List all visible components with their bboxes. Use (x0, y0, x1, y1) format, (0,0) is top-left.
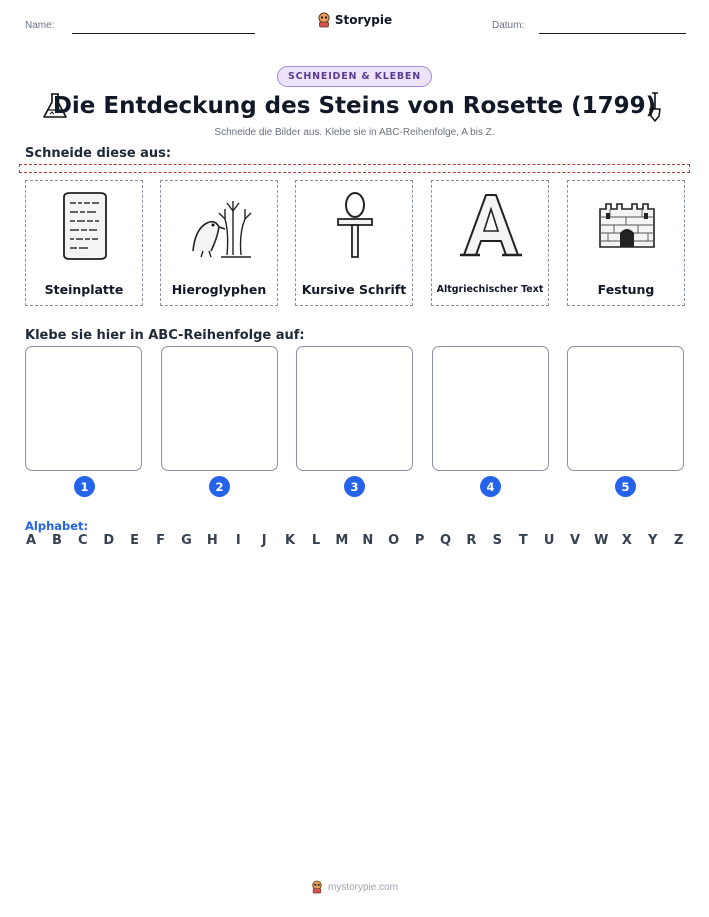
stone-tablet-icon (50, 189, 120, 261)
alphabet-letter: H (206, 533, 218, 548)
date-line[interactable] (539, 33, 686, 34)
cut-line-strip (19, 164, 690, 173)
name-line[interactable] (72, 33, 255, 34)
alphabet-letter: W (593, 533, 609, 548)
cut-card-festung[interactable] (567, 180, 685, 306)
cut-card-hieroglyphen[interactable] (160, 180, 278, 306)
paste-box-4[interactable] (432, 346, 549, 471)
paste-box-3[interactable] (296, 346, 413, 471)
alphabet-letter: N (362, 533, 374, 548)
alphabet-row (24, 533, 686, 548)
name-label: Name: (25, 20, 55, 31)
alphabet-letter: R (466, 533, 477, 548)
alphabet-letter: S (492, 533, 502, 548)
slot-number-2: 2 (209, 476, 230, 497)
brand-name: Storypie (334, 13, 393, 27)
alphabet-letter: I (235, 533, 241, 548)
cut-card-kursive-schrift[interactable] (295, 180, 413, 306)
brand-logo (0, 12, 709, 28)
alphabet-letter: U (543, 533, 555, 548)
slot-number-1: 1 (74, 476, 95, 497)
alphabet-letter: M (335, 533, 349, 548)
alphabet-letter: A (25, 533, 37, 548)
alphabet-letter: F (156, 533, 165, 548)
cut-card-altgriechischer-text[interactable] (431, 180, 549, 306)
alphabet-letter: O (388, 533, 400, 548)
paste-box-1[interactable] (25, 346, 142, 471)
footer (0, 880, 709, 894)
storypie-mascot-icon (311, 880, 323, 894)
alphabet-letter: V (570, 533, 581, 548)
cut-card-label: Altgriechischer Text (436, 284, 544, 295)
date-label: Datum: (492, 20, 525, 31)
alphabet-letter: B (51, 533, 62, 548)
slot-number-5: 5 (615, 476, 636, 497)
alphabet-letter: Y (648, 533, 658, 548)
alphabet-letter: K (285, 533, 296, 548)
cut-card-label: Hieroglyphen (171, 282, 267, 297)
paste-box-2[interactable] (161, 346, 278, 471)
activity-badge: SCHNEIDEN & KLEBEN (277, 66, 432, 87)
fortress-icon (592, 189, 662, 261)
alphabet-letter: E (130, 533, 140, 548)
alphabet-letter: Q (439, 533, 452, 548)
cut-card-label: Steinplatte (44, 282, 124, 297)
slot-number-4: 4 (480, 476, 501, 497)
footer-url: mystorypie.com (327, 881, 398, 893)
alphabet-letter: P (414, 533, 425, 548)
cut-card-label: Kursive Schrift (301, 282, 407, 297)
alphabet-letter: D (103, 533, 115, 548)
alphabet-letter: X (621, 533, 632, 548)
ankh-icon (320, 189, 390, 261)
instructions: Schneide die Bilder aus. Klebe sie in ABC-Reihenfolge, A bis Z. (214, 127, 495, 138)
page-title: Die Entdeckung des Steins von Rosette (1799) (52, 93, 657, 119)
greek-letter-a-icon (456, 189, 526, 261)
cut-card-steinplatte[interactable] (25, 180, 143, 306)
alphabet-letter: C (78, 533, 88, 548)
cut-card-label: Festung (597, 282, 655, 297)
alphabet-label: Alphabet: (25, 519, 89, 533)
alphabet-letter: L (311, 533, 321, 548)
alphabet-letter: Z (673, 533, 684, 548)
hieroglyphs-icon (185, 189, 255, 261)
shovel-icon (646, 91, 664, 123)
slot-number-3: 3 (344, 476, 365, 497)
alphabet-letter: J (261, 533, 267, 548)
paste-section-label: Klebe sie hier in ABC-Reihenfolge auf: (25, 328, 305, 343)
alphabet-letter: T (518, 533, 528, 548)
alphabet-letter: G (181, 533, 192, 548)
paste-box-5[interactable] (567, 346, 684, 471)
cut-section-label: Schneide diese aus: (25, 146, 172, 161)
storypie-mascot-icon (317, 12, 331, 28)
